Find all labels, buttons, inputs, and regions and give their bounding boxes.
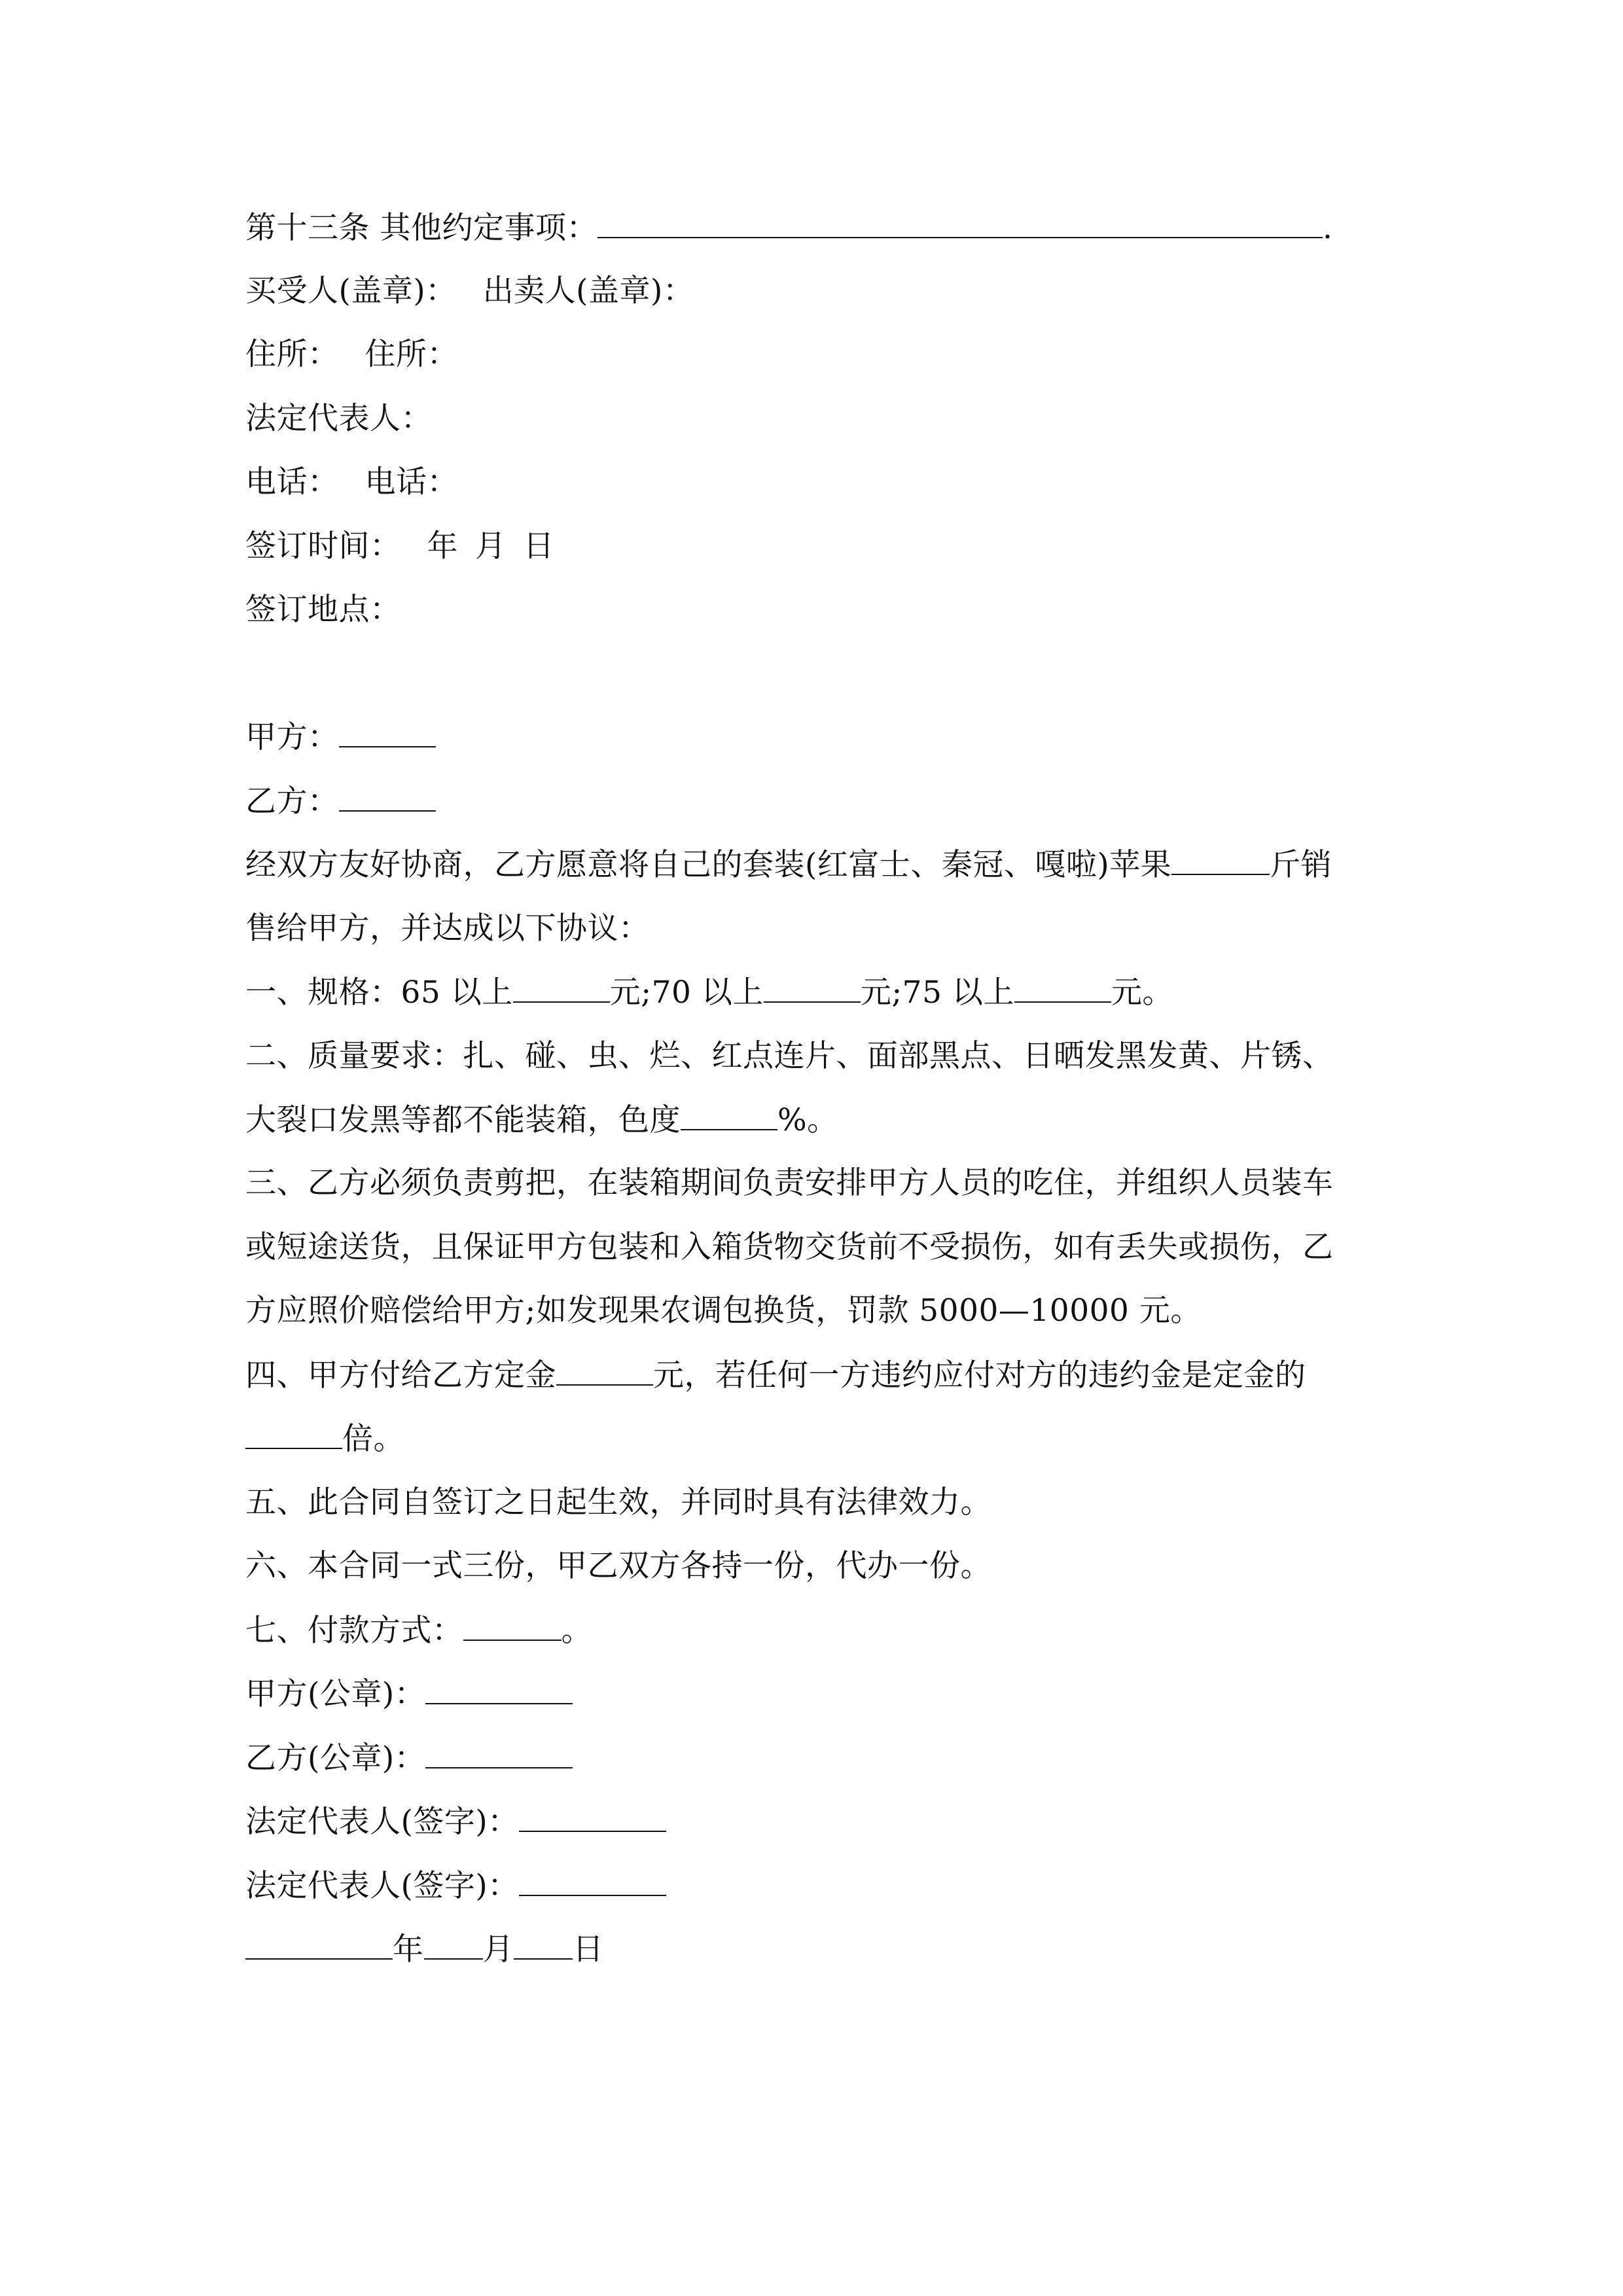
article-13-label: 第十三条 其他约定事项： bbox=[245, 210, 597, 246]
clause-1-line bbox=[245, 973, 1173, 1012]
sign-place-label: 签订地点： bbox=[245, 592, 401, 628]
seller-phone-label: 电话： bbox=[365, 464, 458, 500]
intro-line-1 bbox=[245, 845, 1332, 884]
clause-2-text-2b: %。 bbox=[777, 1102, 838, 1138]
date-year-word: 年 bbox=[393, 1931, 424, 1967]
clause-7-text-b: 。 bbox=[561, 1613, 592, 1649]
sign-place-line bbox=[245, 590, 401, 630]
seal-a-blank bbox=[425, 1674, 573, 1704]
clause-1-text-b: 元;70 以上 bbox=[609, 975, 764, 1011]
rep-sign-line-1 bbox=[245, 1802, 666, 1841]
seal-a-line bbox=[245, 1674, 573, 1713]
clause-2-text-1: 二、质量要求：扎、碰、虫、烂、红点连片、面部黑点、日晒发黑发黄、片锈、 bbox=[245, 1038, 1334, 1074]
clause-3-line-2 bbox=[245, 1228, 1334, 1267]
address-line bbox=[245, 335, 458, 374]
party-b-blank bbox=[339, 781, 436, 812]
color-degree-blank bbox=[681, 1100, 777, 1130]
clause-7-text-a: 七、付款方式： bbox=[245, 1613, 463, 1649]
buyer-address-label: 住所： bbox=[245, 336, 339, 372]
article-13-end: . bbox=[1322, 210, 1333, 246]
date-day-blank bbox=[514, 1929, 573, 1960]
article-13-blank bbox=[597, 208, 1323, 238]
clause-2-line-2 bbox=[245, 1100, 838, 1139]
apple-weight-blank bbox=[1171, 845, 1270, 875]
intro-text-1a: 经双方友好协商，乙方愿意将自己的套装(红富士、秦冠、嘎啦)苹果 bbox=[245, 847, 1172, 883]
price-70-blank bbox=[764, 973, 861, 1003]
buyer-seller-line bbox=[245, 272, 694, 311]
deposit-blank bbox=[556, 1355, 653, 1386]
price-75-blank bbox=[1014, 973, 1111, 1003]
seal-b-blank bbox=[425, 1738, 573, 1768]
clause-1-text-c: 元;75 以上 bbox=[860, 975, 1014, 1011]
clause-5-line bbox=[245, 1483, 991, 1522]
sign-time-label: 签订时间： bbox=[245, 528, 401, 564]
clause-1-text-a: 一、规格：65 以上 bbox=[245, 975, 513, 1011]
rep-sign-blank-2 bbox=[519, 1866, 666, 1896]
buyer-label: 买受人(盖章)： bbox=[245, 273, 457, 309]
sign-day: 日 bbox=[523, 528, 554, 564]
party-a-line bbox=[245, 717, 436, 757]
party-b-line bbox=[245, 781, 436, 821]
clause-4-text-1a: 四、甲方付给乙方定金 bbox=[245, 1357, 556, 1393]
phone-line bbox=[245, 463, 458, 502]
party-a-blank bbox=[339, 717, 436, 747]
payment-method-blank bbox=[463, 1611, 562, 1641]
seller-label: 出卖人(盖章)： bbox=[482, 273, 694, 309]
clause-3-text-3: 方应照价赔偿给甲方;如发现果农调包换货，罚款 5000—10000 元。 bbox=[245, 1293, 1202, 1329]
sign-year: 年 bbox=[427, 528, 458, 564]
seller-address-label: 住所： bbox=[365, 336, 458, 372]
clause-5-text: 五、此合同自签订之日起生效，并同时具有法律效力。 bbox=[245, 1484, 991, 1520]
buyer-phone-label: 电话： bbox=[245, 464, 339, 500]
article-13-line bbox=[245, 208, 1332, 247]
intro-text-2: 售给甲方，并达成以下协议： bbox=[245, 910, 650, 946]
date-line bbox=[245, 1929, 604, 1969]
clause-3-line-1 bbox=[245, 1164, 1334, 1203]
clause-6-line bbox=[245, 1547, 991, 1586]
seal-b-label: 乙方(公章)： bbox=[245, 1740, 426, 1776]
date-year-blank bbox=[245, 1929, 393, 1960]
clause-4-line-2 bbox=[245, 1419, 404, 1458]
seal-b-line bbox=[245, 1738, 573, 1778]
clause-2-line-1 bbox=[245, 1037, 1334, 1076]
legal-rep-line bbox=[245, 399, 432, 439]
rep-sign-blank-1 bbox=[519, 1802, 666, 1832]
clause-3-text-2: 或短途送货，且保证甲方包装和入箱货物交货前不受损伤，如有丢失或损伤，乙 bbox=[245, 1229, 1334, 1265]
clause-3-text-1: 三、乙方必须负责剪把，在装箱期间负责安排甲方人员的吃住，并组织人员装车 bbox=[245, 1165, 1334, 1201]
intro-text-1b: 斤销 bbox=[1270, 847, 1332, 883]
penalty-multiple-blank bbox=[245, 1419, 342, 1449]
rep-sign-line-2 bbox=[245, 1866, 666, 1905]
rep-sign-label-1: 法定代表人(签字)： bbox=[245, 1804, 519, 1840]
intro-line-2 bbox=[245, 909, 650, 948]
party-b-label: 乙方： bbox=[245, 783, 339, 819]
sign-time-line bbox=[245, 527, 554, 566]
clause-6-text: 六、本合同一式三份，甲乙双方各持一份，代办一份。 bbox=[245, 1548, 991, 1584]
sign-month: 月 bbox=[475, 528, 507, 564]
clause-7-line bbox=[245, 1611, 592, 1650]
date-month-blank bbox=[424, 1929, 483, 1960]
party-a-label: 甲方： bbox=[245, 719, 339, 755]
clause-4-text-1b: 元，若任何一方违约应付对方的违约金是定金的 bbox=[653, 1357, 1306, 1393]
clause-3-line-3 bbox=[245, 1291, 1202, 1331]
clause-1-text-d: 元。 bbox=[1111, 975, 1173, 1011]
clause-4-line-1 bbox=[245, 1355, 1306, 1395]
clause-4-text-2: 倍。 bbox=[342, 1421, 404, 1457]
price-65-blank bbox=[513, 973, 610, 1003]
rep-sign-label-2: 法定代表人(签字)： bbox=[245, 1868, 519, 1904]
date-month-word: 月 bbox=[482, 1931, 514, 1967]
date-day-word: 日 bbox=[573, 1931, 604, 1967]
seal-a-label: 甲方(公章)： bbox=[245, 1676, 426, 1712]
legal-rep-label: 法定代表人： bbox=[245, 401, 432, 437]
clause-2-text-2a: 大裂口发黑等都不能装箱，色度 bbox=[245, 1102, 681, 1138]
